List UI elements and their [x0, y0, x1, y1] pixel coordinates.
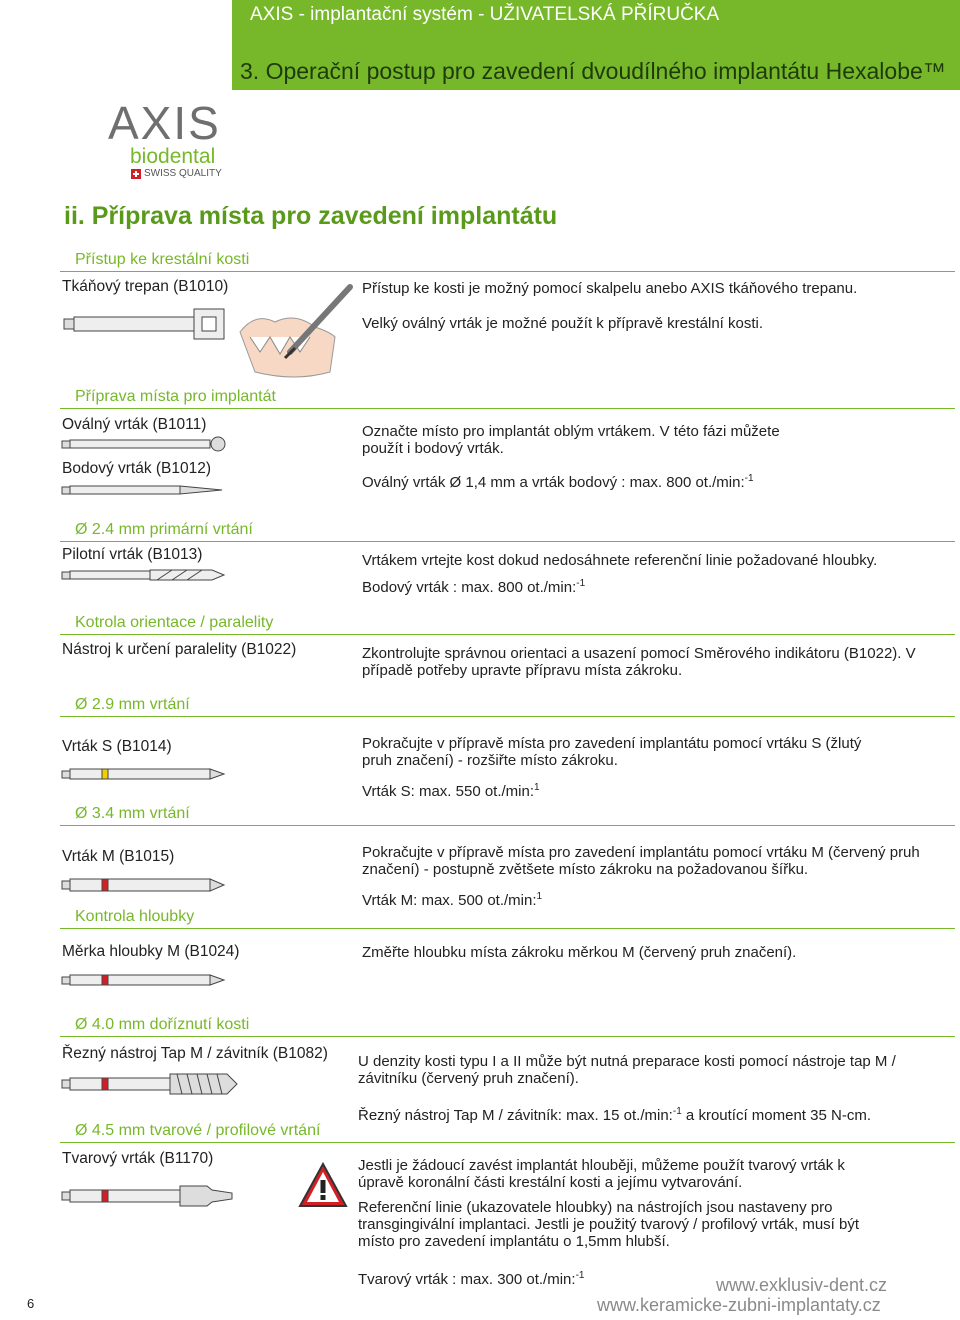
heading-tap: Ø 4.0 mm doříznutí kosti [75, 1016, 250, 1033]
tool-label: Vrták S (B1014) [62, 738, 172, 755]
swiss-flag-icon [131, 169, 141, 179]
divider [60, 825, 955, 826]
tool-label: Tkáňový trepan (B1010) [62, 278, 229, 295]
drill-s-icon [62, 766, 232, 782]
tool-label: Tvarový vrták (B1170) [62, 1150, 214, 1167]
pilot-drill-icon [62, 567, 232, 583]
heading-drill-s: Ø 2.9 mm vrtání [75, 696, 190, 713]
step-description: Referenční linie (ukazovatele hloubky) na nástrojích jsou nastaveny pro transgingivální implantaci. Jestli je použitý tvarový / profilový vrták, musí být místo pro zavedení implantátu o 1,5mm hlubší. [358, 1199, 860, 1250]
step-description: Vrták S: max. 550 ot./min:$^1$ [362, 782, 540, 800]
step-description: Zkontrolujte správnou orientaci a usazení pomocí Směrového indikátoru (B1022). V případě potřeby upravte přípravu místa zákroku. [362, 645, 916, 679]
footer-link[interactable]: www.exklusiv-dent.cz [716, 1275, 888, 1295]
tool-label: Bodový vrták (B1012) [62, 460, 212, 477]
tool-label: Nástroj k určení paralelity (B1022) [62, 641, 297, 658]
depth-gauge-icon [62, 972, 232, 988]
heading-access: Přístup ke krestální kosti [75, 251, 250, 268]
header-title: AXIS - implantační systém - UŽIVATELSKÁ PŘÍRUČKA [250, 4, 720, 25]
tool-label: Pilotní vrták (B1013) [62, 546, 203, 563]
step-description: Pokračujte v přípravě místa pro zavedení implantátu pomocí vrtáku S (žlutý pruh značení) - rozšiřte místo zákroku. [362, 735, 862, 769]
step-description: Tvarový vrták : max. 300 ot./min:$^{-1}$ [358, 1270, 585, 1288]
heading-pilot: Ø 2.4 mm primární vrtání [75, 521, 253, 538]
footer-link[interactable]: www.keramicke-zubni-implantaty.cz [597, 1295, 881, 1315]
logo-tagline: SWISS QUALITY [144, 168, 222, 179]
logo-brand: AXIS [108, 97, 221, 149]
divider [60, 1036, 955, 1037]
step-description: Přístup ke kosti je možný pomocí skalpelu anebo AXIS tkáňového trepanu. [362, 280, 858, 297]
divider [60, 541, 955, 542]
tool-label: Měrka hloubky M (B1024) [62, 943, 240, 960]
drill-m-icon [62, 876, 232, 894]
step-description: Řezný nástroj Tap M / závitník: max. 15 ot./min:$^{-1}$ a kroutící moment 35 N-cm. [358, 1106, 871, 1124]
tool-label: Oválný vrták (B1011) [62, 416, 207, 433]
trephine-icon [60, 305, 230, 345]
chapter-title: 3. Operační postup pro zavedení dvoudílného implantátu Hexalobe™ [240, 58, 946, 84]
divider [60, 408, 955, 409]
scalpel-illustration-icon [235, 282, 360, 382]
divider [60, 716, 955, 717]
oval-drill-icon [62, 436, 232, 452]
heading-depth: Kontrola hloubky [75, 908, 195, 925]
divider [60, 634, 955, 635]
step-description: Velký oválný vrták je možné použít k přípravě krestální kosti. [362, 315, 764, 332]
divider [60, 271, 955, 272]
profile-drill-icon [62, 1184, 242, 1208]
tool-label: Řezný nástroj Tap M / závitník (B1082) [62, 1045, 328, 1062]
tool-label: Vrták M (B1015) [62, 848, 175, 865]
warning-icon [298, 1162, 348, 1208]
section-title: ii. Příprava místa pro zavedení implantátu [64, 202, 558, 230]
step-description: Vrtákem vrtejte kost dokud nedosáhnete referenční linie požadované hloubky. [362, 552, 878, 569]
tap-tool-icon [62, 1072, 242, 1096]
step-description: Oválný vrták Ø 1,4 mm a vrták bodový : max. 800 ot./min:$^{-1}$ [362, 473, 754, 491]
heading-prep: Příprava místa pro implantát [75, 388, 276, 405]
logo-sub: biodental [130, 145, 216, 168]
divider [60, 1142, 955, 1143]
step-description: Bodový vrták : max. 800 ot./min:$^{-1}$ [362, 578, 586, 596]
page-number: 6 [27, 1296, 35, 1311]
divider [60, 928, 955, 929]
point-drill-icon [62, 482, 232, 498]
step-description: Vrták M: max. 500 ot./min:$^1$ [362, 891, 543, 909]
step-description: Změřte hloubku místa zákroku měrkou M (červený pruh značení). [362, 944, 797, 961]
step-description: Označte místo pro implantát oblým vrtákem. V této fázi můžete použít i bodový vrták. [362, 423, 780, 457]
heading-profile: Ø 4.5 mm tvarové / profilové vrtání [75, 1122, 321, 1139]
heading-drill-m: Ø 3.4 mm vrtání [75, 805, 190, 822]
heading-parallel: Kotrola orientace / paralelity [75, 614, 274, 631]
step-description: Pokračujte v přípravě místa pro zavedení implantátu pomocí vrtáku M (červený pruh značení) - postupně zvětšete místo zákroku na požadovanou šířku. [362, 844, 920, 878]
step-description: U denzity kosti typu I a II může být nutná preparace kosti pomocí nástroje tap M / závitníku (červený pruh značení). [358, 1053, 896, 1087]
step-description: Jestli je žádoucí zavést implantát hlouběji, můžeme použít tvarový vrták k úpravě koronální části krestální kosti a jejímu vytvarování. [358, 1157, 845, 1191]
